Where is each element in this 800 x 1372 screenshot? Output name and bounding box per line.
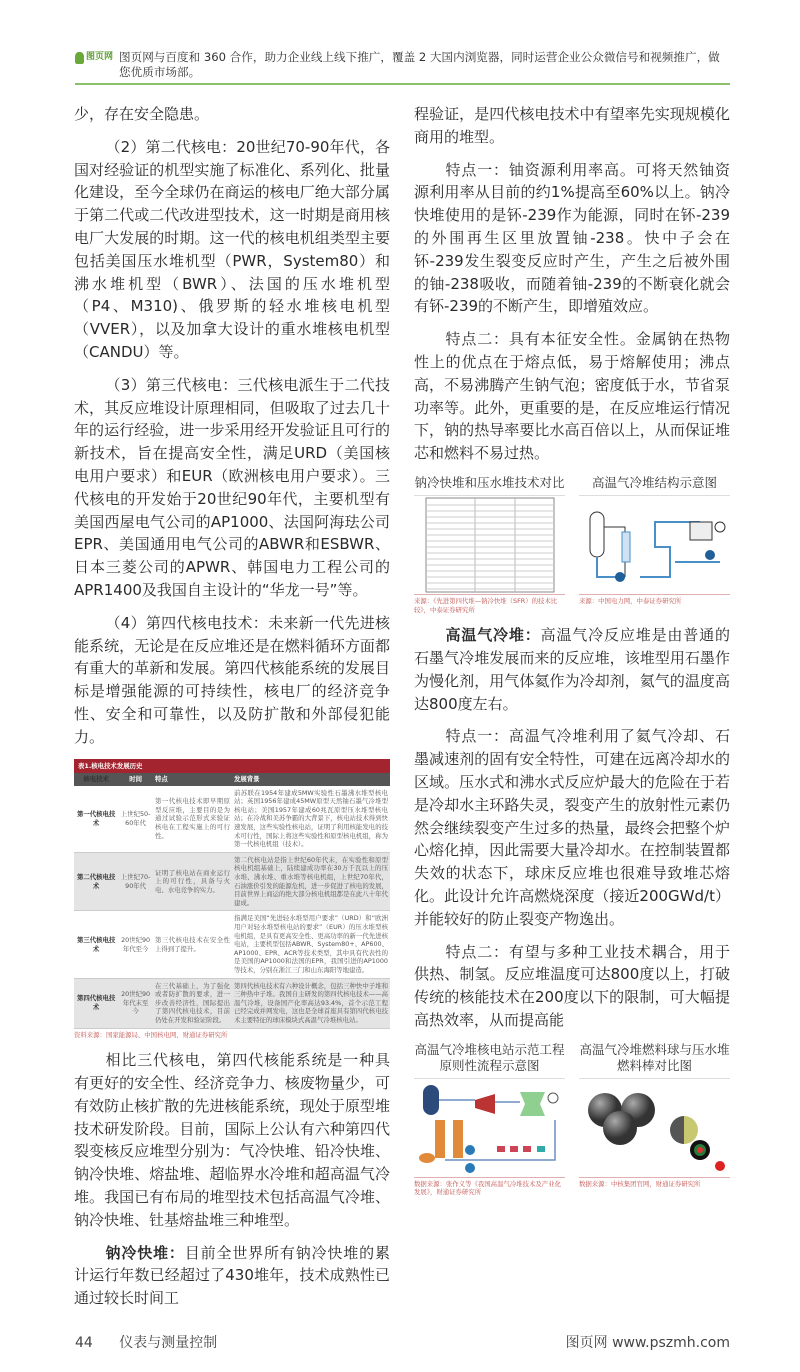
htgr-diagram	[579, 495, 730, 595]
table-cell: 证明了核电站在商业运行上的可行性，具备与火电、水电竞争的实力。	[153, 852, 232, 911]
figure-row	[414, 475, 730, 614]
table-image-icon	[425, 497, 555, 593]
table-caption: 表1.核电技术发展历史	[74, 759, 390, 774]
page-footer-left	[75, 1334, 217, 1352]
journal-name: 仪表与测量控制	[119, 1334, 218, 1351]
left-column	[74, 103, 390, 1320]
paragraph: 高温气冷堆：高温气冷反应堆是由普通的石墨气冷堆发展而来的反应堆，该堆型用石墨作为慢化剂，用气体氦作为冷却剂，氦气的温度高达800度左右。	[414, 626, 730, 713]
paragraph: 程验证，是四代核电技术中有望率先实现规模化商用的堆型。	[414, 105, 730, 146]
site-logo[interactable]: 图页网	[75, 50, 113, 65]
table-cell: 20世纪90年代末至今	[118, 978, 153, 1028]
table-row	[74, 852, 390, 911]
fuel-spheres-icon	[580, 1080, 730, 1176]
table-row	[74, 911, 390, 978]
paragraph: 相比三代核电，第四代核能系统是一种具有更好的安全性、经济竞争力、核废物量少，可有效防止核扩散的先进核能系统，现处于原型堆技术研发阶段。目前，国际上公认有六种第四代裂变核反应堆型分别为：气冷快堆、铅冷快堆、钠冷快堆、熔盐堆、超临界水冷堆和超高温气冷堆。我国已有布局的堆型技术包括高温气冷堆、钠冷快堆、钍基熔盐堆三种堆型。	[74, 1051, 390, 1229]
table-header: 时间	[118, 773, 153, 786]
table-header: 特点	[153, 773, 232, 786]
table-cell: 第二代核电技术	[74, 852, 118, 911]
table-cell: 第一代核电技术即早期原型反应堆，主要目的是为通过试验示范形式来验证核电在工程实施上的可行性。	[153, 786, 232, 853]
right-column	[414, 103, 730, 1207]
table-cell: 第三代核电技术	[74, 911, 118, 978]
paragraph: （3）第三代核电：三代核电派生于二代技术，其反应堆设计原理相同，但吸取了过去几十年的运行经验，进一步采用经开发验证且可行的新技术，旨在提高安全性，满足URD（美国核电用户要求）和EUR（欧洲核电用户要求）。三代核电的开发始于20世纪90年代，主要机型有美国西屋电气公司的AP1000、法国阿海珐公司EPR、美国通用电气公司的ABWR和ESBWR、日本三菱公司的APWR、韩国电力工程公司的APR1400及我国自主设计的“华龙一号”等。	[74, 375, 390, 599]
paragraph: 特点二：有望与多种工业技术耦合，用于供热、制氢。反应堆温度可达800度以上，打破传统的核能技术在200度以下的限制，可大幅提高热效率，从而提高能	[414, 942, 730, 1029]
history-table	[74, 759, 390, 1040]
figure-fuel-comparison: 高温气冷堆燃料球与压水堆燃料棒对比图 数据来源：中核集团官网，财通证券研究所	[579, 1041, 730, 1188]
table-header: 发展背景	[232, 773, 390, 786]
table-cell: 第一代核电技术	[74, 786, 118, 853]
figure-row	[414, 1042, 730, 1197]
table-row	[74, 786, 390, 853]
paragraph: 特点二：具有本征安全性。金属钠在热物性上的优点在于熔点低，易于熔解使用；沸点高，不易沸腾产生钠气泡；密度低于水，节省泵功率等。此外，更重要的是，在反应堆运行情况下，钠的热导率要比水高百倍以上，从而保证堆芯和燃料不易过热。	[414, 330, 730, 463]
table-source: 资料来源：国家能源局、中国核电网、财通证券研究所	[74, 1030, 228, 1039]
figure-htgr-structure: 高温气冷堆结构示意图 来源：中国电力网，中泰证券研究所	[579, 475, 730, 614]
table-cell: 20世纪90年代至今	[118, 911, 153, 978]
site-banner	[75, 50, 730, 85]
table-cell: 在三代基础上，为了强化或者防扩散的要求，进一步改善经济性，国际提出了第四代核电技术，目前仍处在开发和验证阶段。	[153, 978, 232, 1028]
page-footer	[75, 1334, 730, 1352]
flow-diagram	[414, 1078, 565, 1178]
table-cell: 上世纪50-60年代	[118, 786, 153, 853]
comparison-table-image	[414, 495, 565, 595]
table-row	[74, 978, 390, 1028]
paragraph: （2）第二代核电：20世纪70-90年代，各国对经验证的机型实施了标准化、系列化、批量化建设，至今全球仍在商运的核电厂绝大部分属于第二代或二代改进型技术，这一时期是商用核电厂大发展的时期。这一代的核电机组类型主要包括美国压水堆机型（PWR，System80）和沸水堆机型（BWR）、法国的压水堆机型（P4、M310)、俄罗斯的轻水堆核电机型（VVER），以及加拿大设计的重水堆核电机型（CANDU）等。	[74, 137, 390, 361]
term-label: 钠冷快堆：	[105, 1243, 185, 1262]
leaf-icon	[75, 52, 84, 64]
figure-sfr-pwr-comparison: 钠冷快堆和压水堆技术对比 来源：《先进第四代堆—钠冷快堆（SFR）的技术比较》，中泰证券研究所	[414, 474, 565, 614]
site-watermark[interactable]: 图页网 www.pszmh.com	[565, 1334, 730, 1351]
paragraph: 钠冷快堆：目前全世界所有钠冷快堆的累计运行年数已经超过了430堆年，技术成熟性已通过较长时间工	[74, 1243, 390, 1308]
reactor-schematic-icon	[580, 497, 730, 592]
table-cell: 前苏联在1954年建成5MW实验性石墨沸水堆型核电站；英国1956年建成45MW原型天然铀石墨气冷堆型核电站；美国1957年建成60兆瓦原型压水堆型核电站；在冷战和美苏争霸的大背景下，核电站技术得到快速发展，这些实验性核电站，证明了利用核能发电的技术可行性，国际上将这些实验性和原型核电机组，称为第一代核电机组（技术）。	[232, 786, 390, 853]
page-number: 44	[75, 1334, 93, 1351]
paragraph: 特点一：高温气冷堆利用了氦气冷却、石墨减速剂的固有安全特性，可建在远离冷却水的区域。压水式和沸水式反应炉最大的危险在于若是冷却水主环路失灵，裂变产生的放射性元素仍然会继续裂变产生过多的热量，最终会把整个炉心熔化掉，因此需要大量冷却水。在控制装置都失效的状态下，球床反应堆也很难导致堆芯熔化。此设计允许高燃烧深度（接近200GWd/t）并能较好的防止裂变产物逸出。	[414, 727, 730, 928]
figure-htgr-flow: 高温气冷堆核电站示范工程原则性流程示意图 数据来源：张作义等《我国高温气冷堆技术及产业化发展》，财通证券研究所	[414, 1041, 565, 1197]
table-cell: 第三代核电技术在安全性上得到了提升。	[153, 911, 232, 978]
table-cell: 第四代核电技术有六种设计概念，包括三种快中子堆和三种热中子堆。我国自主研发的第四代核电技术——高温气冷堆，设备国产化率高达93.4%，首个示范工程已经完成并网发电，这也是全球首座具有第四代核电技术主要特征的球床模块式高温气冷堆核电站。	[232, 978, 390, 1028]
table-cell: 第二代核电站是指上世纪60年代末，在实验性和原型核电机组基础上，陆续建成功率在30万千瓦以上的压水堆、沸水堆、重水堆等核电机组，上世纪70年代，石油涨价引发的能源危机，进一步促进了核电的发展，目前世界上商运的绝大部分核电机组都是在此八十年代建成。	[232, 852, 390, 911]
plant-flow-icon	[415, 1080, 565, 1176]
table-cell: 指满足美国“先进轻水堆型用户要求”（URD）和“欧洲用户对轻水堆型核电站的要求”（EUR）的压水堆型核电机组，是具有更高安全性、更高功率的新一代先进核电站，主要机型包括ABWR、System80+、AP600、AP1000、EPR、ACR等技术类型，其中具有代表性的是美国的AP1000和法国的EPR，我国引进的AP1000等技术，分别在浙江三门和山东海阳等地建造。	[232, 911, 390, 978]
fuel-sphere-image	[579, 1078, 730, 1178]
article-body	[74, 103, 730, 1320]
paragraph: （4）第四代核电技术：未来新一代先进核能系统，无论是在反应堆还是在燃料循环方面都有重大的革新和发展。第四代核能系统的发展目标是增强能源的可持续性，核电厂的经济竞争性、安全和可靠性，以及防扩散和外部侵犯能力。	[74, 613, 390, 746]
table-cell: 上世纪70-90年代	[118, 852, 153, 911]
table-cell: 第四代核电技术	[74, 978, 118, 1028]
banner-text: 图页网与百度和 360 合作，助力企业线上线下推广，覆盖 2 大国内浏览器，同时运营企业公众微信号和视频推广，做您优质市场部。	[119, 50, 720, 79]
paragraph: 特点一：铀资源利用率高。可将天然铀资源利用率从目前的约1%提高至60%以上。钠冷快堆使用的是钚-239作为能源，同时在钚-239的外围再生区里放置铀-238。快中子会在钚-239发生裂变反应时产生，产生之后被外围的铀-238吸收，而随着铀-239的不断衰化就会有钚-239的不断产生，即增殖效应。	[414, 160, 730, 316]
paragraph: 少，存在安全隐患。	[74, 105, 210, 123]
table-header: 核电技术	[74, 773, 118, 786]
term-label: 高温气冷堆：	[445, 626, 541, 645]
